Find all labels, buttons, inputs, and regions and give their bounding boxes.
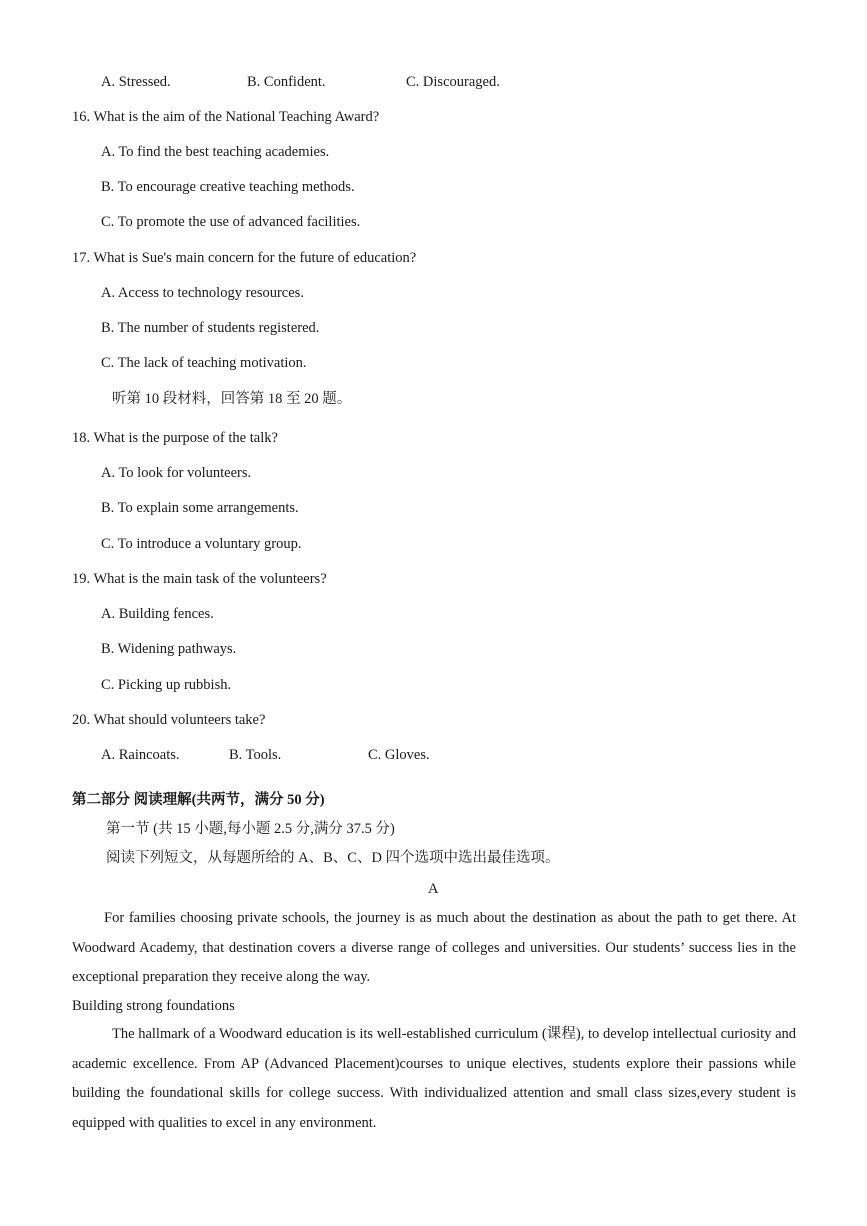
q17-option-b: B. The number of students registered. xyxy=(101,320,320,336)
q20-option-b: B. Tools. xyxy=(229,747,282,763)
part2-section1: 第一节 (共 15 小题,每小题 2.5 分,满分 37.5 分) xyxy=(106,821,395,837)
part2-title: 第二部分 阅读理解(共两节，满分 50 分) xyxy=(72,792,325,808)
passage-paragraph-1: For families choosing private schools, the journey is as much about the destination as about the path to get there. At Woodward Academy, that destination covers a diverse range of colleges and universities. Our students’ success lies in the exceptional preparation they receive along the way. xyxy=(72,910,796,985)
q16-option-c: C. To promote the use of advanced facilities. xyxy=(101,214,361,230)
passage-paragraph-2: The hallmark of a Woodward education is its well-established curriculum (课程), to develop intellectual curiosity and academic excellence. From AP (Advanced Placement)courses to unique electives, students explore their passions while building the foundational skills for college success. With individualized attention and small class sizes,every student is equipped with qualities to excel in any environment. xyxy=(72,1026,796,1131)
q19-option-b: B. Widening pathways. xyxy=(101,641,237,657)
q19-option-c: C. Picking up rubbish. xyxy=(101,677,232,693)
q16-option-a: A. To find the best teaching academies. xyxy=(101,144,330,160)
part2-instruction: 阅读下列短文，从每题所给的 A、B、C、D 四个选项中选出最佳选项。 xyxy=(106,850,560,866)
q20-option-c: C. Gloves. xyxy=(368,747,430,763)
passage-letter: A xyxy=(428,881,439,897)
q15-option-c: C. Discouraged. xyxy=(406,74,500,90)
q18-option-c: C. To introduce a voluntary group. xyxy=(101,536,302,552)
q17-option-c: C. The lack of teaching motivation. xyxy=(101,355,307,371)
q20-question: 20. What should volunteers take? xyxy=(72,712,266,728)
q18-option-b: B. To explain some arrangements. xyxy=(101,500,299,516)
q19-question: 19. What is the main task of the volunteers? xyxy=(72,571,327,587)
q19-option-a: A. Building fences. xyxy=(101,606,214,622)
q15-option-b: B. Confident. xyxy=(247,74,326,90)
section-10-instruction: 听第 10 段材料，回答第 18 至 20 题。 xyxy=(112,391,352,407)
passage-heading: Building strong foundations xyxy=(72,998,235,1014)
q16-question: 16. What is the aim of the National Teaching Award? xyxy=(72,109,380,125)
q16-option-b: B. To encourage creative teaching methods. xyxy=(101,179,355,195)
q17-option-a: A. Access to technology resources. xyxy=(101,285,304,301)
q18-question: 18. What is the purpose of the talk? xyxy=(72,430,278,446)
q20-option-a: A. Raincoats. xyxy=(101,747,180,763)
q18-option-a: A. To look for volunteers. xyxy=(101,465,252,481)
q17-question: 17. What is Sue's main concern for the future of education? xyxy=(72,250,417,266)
q15-option-a: A. Stressed. xyxy=(101,74,171,90)
